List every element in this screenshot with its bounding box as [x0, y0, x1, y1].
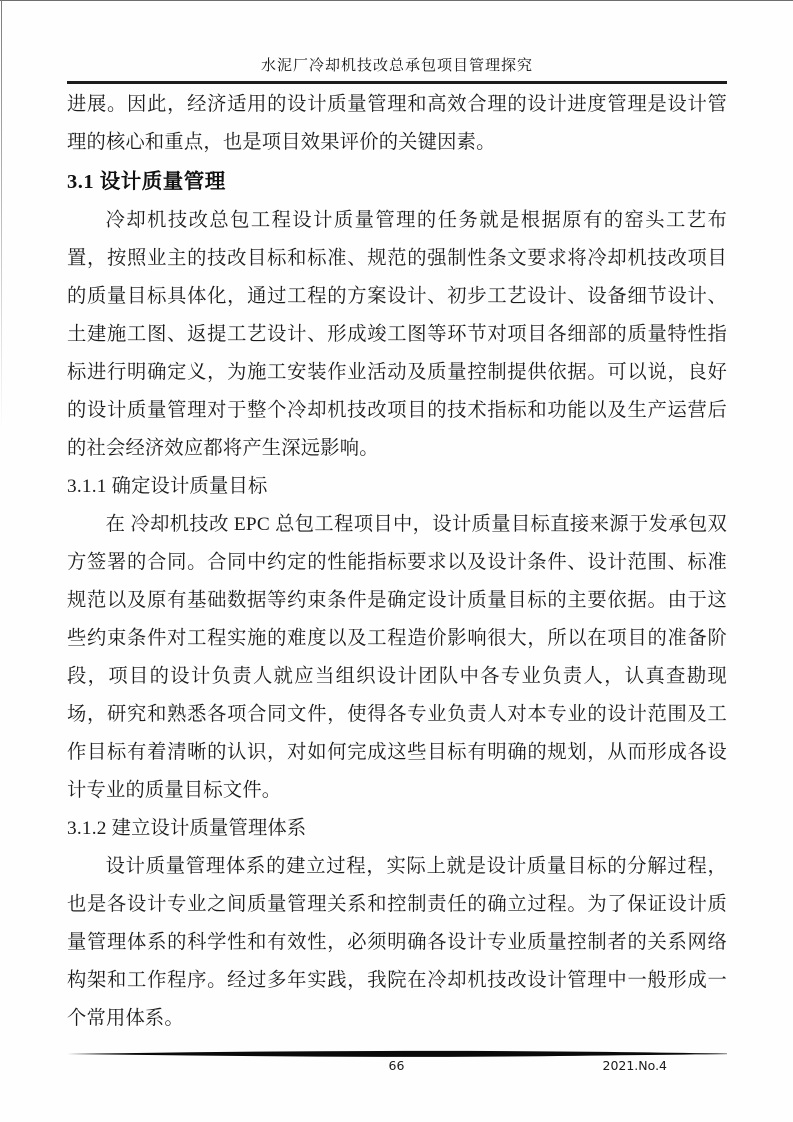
section-heading-3-1-2: 3.1.2 建立设计质量管理体系 — [67, 818, 307, 839]
page-content — [67, 56, 727, 1038]
intro-paragraph: 进展。因此，经济适用的设计质量管理和高效合理的设计进度管理是设计管理的核心和重点，也是项目效果评价的关键因素。 — [67, 94, 727, 153]
section-heading-3-1-1: 3.1.1 确定设计质量目标 — [67, 476, 268, 497]
footer-ink-rule — [67, 1046, 727, 1056]
section-heading-3-1: 3.1 设计质量管理 — [67, 171, 226, 193]
header-rule — [67, 81, 727, 84]
section-3-1-1-paragraph: 在 冷却机技改 EPC 总包工程项目中，设计质量目标直接来源于发承包双方签署的合同。合同中约定的性能指标要求以及设计条件、设计范围、标准规范以及原有基础数据等约束条件是确定设计质量目标的主要依据。由于这些约束条件对工程实施的难度以及工程造价影响很大，所以在项目的准备阶段，项目的设计负责人就应当组织设计团队中各专业负责人，认真查勘现场，研究和熟悉各项合同文件，使得各专业负责人对本专业的设计范围及工作目标有着清晰的认识，对如何完成这些目标有明确的规划，从而形成各设计专业的质量目标文件。 — [67, 514, 727, 801]
scan-edge-top — [0, 0, 793, 1]
page-number: 66 — [388, 1058, 405, 1073]
running-head-title: 水泥厂冷却机技改总承包项目管理探究 — [260, 58, 533, 74]
section-3-1-2-paragraph: 设计质量管理体系的建立过程，实际上就是设计质量目标的分解过程，也是各设计专业之间质量管理关系和控制责任的确立过程。为了保证设计质量管理体系的科学性和有效性，必须明确各设计专业质量控制者的关系网络构架和工作程序。经过多年实践，我院在冷却机技改设计管理中一般形成一个常用体系。 — [67, 856, 727, 1029]
scan-edge-left — [1, 0, 2, 430]
footer — [0, 1058, 793, 1076]
journal-issue-number: 2021.No.4 — [602, 1058, 667, 1073]
section-3-1-paragraph: 冷却机技改总包工程设计质量管理的任务就是根据原有的窑头工艺布置，按照业主的技改目标和标准、规范的强制性条文要求将冷却机技改项目的质量目标具体化，通过工程的方案设计、初步工艺设计、设备细节设计、土建施工图、返提工艺设计、形成竣工图等环节对项目各细部的质量特性指标进行明确定义，为施工安装作业活动及质量控制提供依据。可以说，良好的设计质量管理对于整个冷却机技改项目的技术指标和功能以及生产运营后的社会经济效应都将产生深远影响。 — [67, 210, 727, 459]
article-body — [67, 86, 727, 1038]
